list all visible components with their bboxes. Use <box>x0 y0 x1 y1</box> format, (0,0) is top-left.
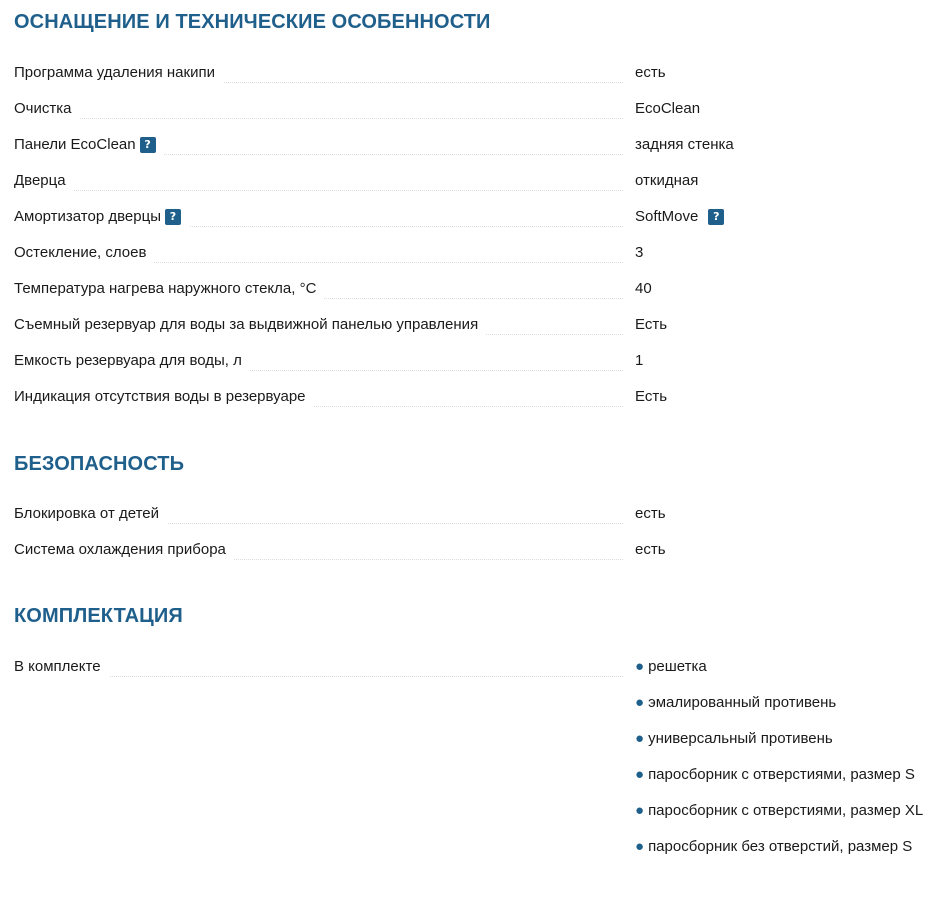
list-item: ● универсальный противень <box>635 730 833 747</box>
help-icon[interactable]: ? <box>708 209 724 225</box>
spec-value: задняя стенка <box>635 136 734 153</box>
spec-row <box>14 277 941 301</box>
spec-value: откидная <box>635 172 699 189</box>
spec-label: Температура нагрева наружного стекла, °С <box>14 277 324 301</box>
spec-row <box>14 502 941 526</box>
spec-value: 1 <box>635 352 644 369</box>
spec-label: Индикация отсутствия воды в резервуаре <box>14 385 314 409</box>
spec-label: Очистка <box>14 97 79 121</box>
spec-row <box>14 385 941 409</box>
list-item: ● решетка <box>635 658 707 675</box>
bullet-icon: ● <box>635 730 645 747</box>
bullet-icon: ● <box>635 694 645 711</box>
spec-row <box>14 61 941 85</box>
spec-label: Панели EcoClean <box>14 136 136 153</box>
section-title-safety: БЕЗОПАСНОСТЬ <box>14 453 185 475</box>
spec-row <box>14 241 941 265</box>
spec-value: Есть <box>635 316 668 333</box>
spec-value: есть <box>635 64 666 81</box>
spec-label: Программа удаления накипи <box>14 61 223 85</box>
spec-label: Остекление, слоев <box>14 241 154 265</box>
spec-row <box>14 205 941 229</box>
spec-label: Система охлаждения прибора <box>14 538 234 562</box>
section-title-package: КОМПЛЕКТАЦИЯ <box>14 605 183 627</box>
spec-label: Блокировка от детей <box>14 502 167 526</box>
spec-value: EcoClean <box>635 100 701 117</box>
spec-row <box>14 133 941 157</box>
spec-value: есть <box>635 505 666 522</box>
bullet-icon: ● <box>635 658 645 675</box>
bullet-icon: ● <box>635 766 645 783</box>
bullet-icon: ● <box>635 802 645 819</box>
help-icon[interactable]: ? <box>165 209 181 225</box>
spec-row <box>14 97 941 121</box>
spec-label: Амортизатор дверцы <box>14 208 161 225</box>
spec-row <box>14 313 941 337</box>
list-item: ● паросборник без отверстий, размер S <box>635 838 913 855</box>
spec-label: Дверца <box>14 169 74 193</box>
spec-row <box>14 538 941 562</box>
help-icon[interactable]: ? <box>140 137 156 153</box>
spec-value: 3 <box>635 244 644 261</box>
spec-value: есть <box>635 541 666 558</box>
section-title-equipment: ОСНАЩЕНИЕ И ТЕХНИЧЕСКИЕ ОСОБЕННОСТИ <box>14 11 491 33</box>
spec-label: Емкость резервуара для воды, л <box>14 349 250 373</box>
spec-label: Съемный резервуар для воды за выдвижной панелью управления <box>14 313 486 337</box>
spec-value: 40 <box>635 280 652 297</box>
list-item: ● эмалированный противень <box>635 694 837 711</box>
spec-row <box>14 169 941 193</box>
list-item: ● паросборник с отверстиями, размер S <box>635 766 915 783</box>
spec-value: Есть <box>635 388 668 405</box>
dotted-leader <box>14 190 623 191</box>
spec-row <box>14 349 941 373</box>
package-contents-list <box>635 649 941 865</box>
spec-label: В комплекте <box>14 655 109 679</box>
dotted-leader <box>14 118 623 119</box>
list-item: ● паросборник с отверстиями, размер XL <box>635 802 924 819</box>
bullet-icon: ● <box>635 838 645 855</box>
spec-value: SoftMove <box>635 208 699 225</box>
